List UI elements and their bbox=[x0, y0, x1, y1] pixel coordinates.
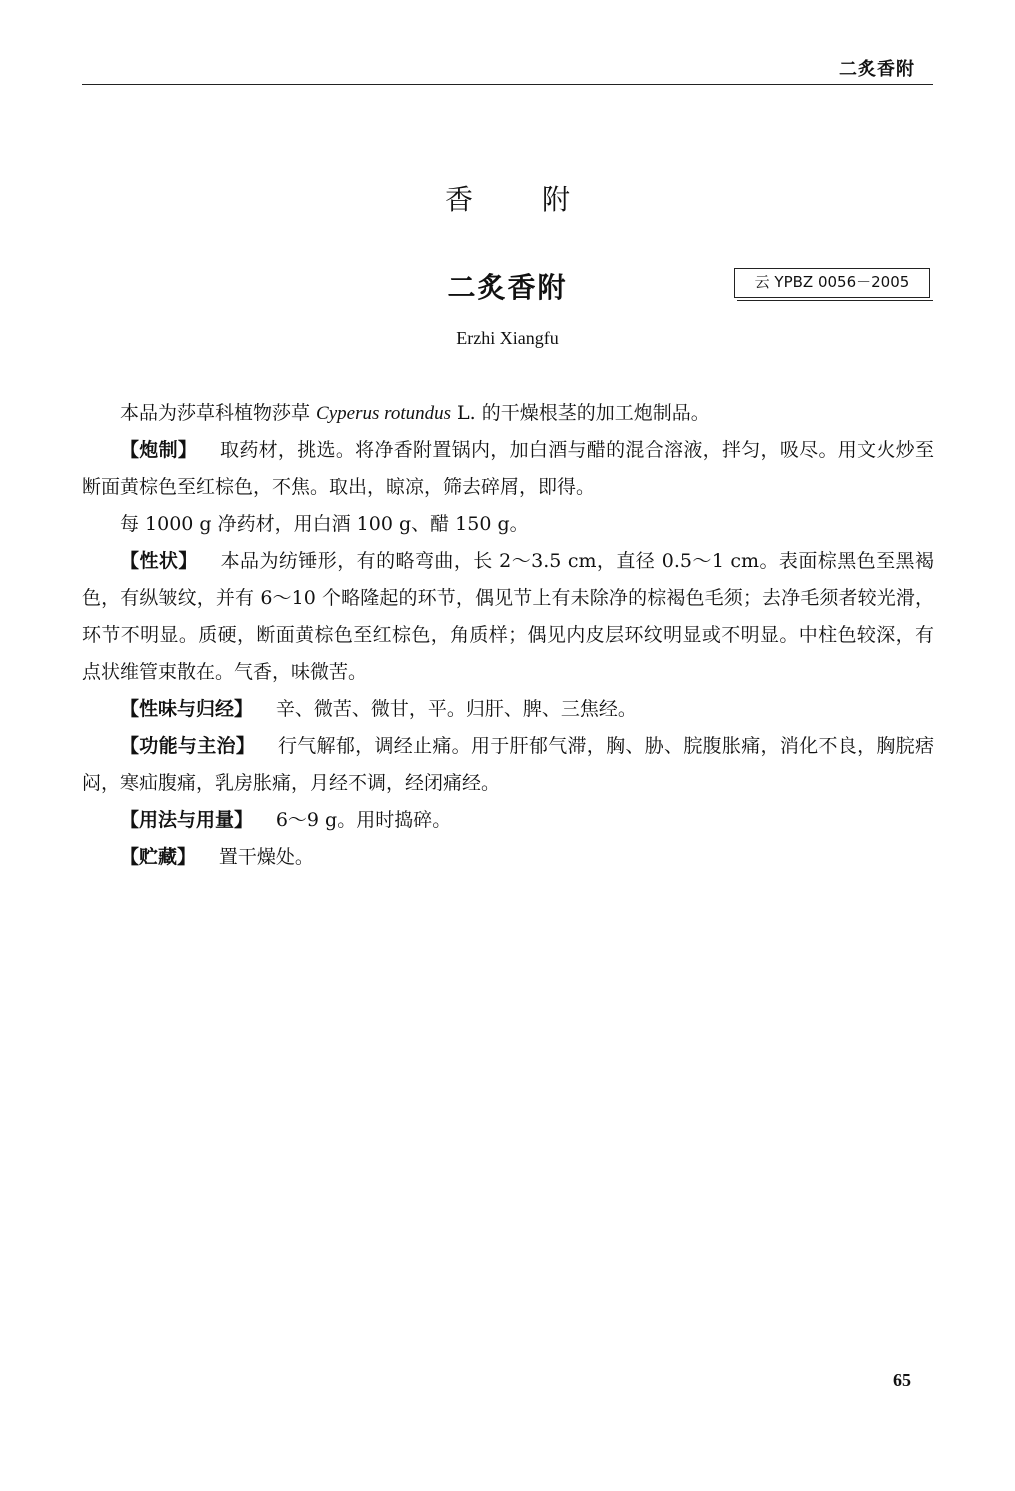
usage-text: 6～9 g。用时捣碎。 bbox=[275, 809, 452, 831]
processing-text: 取药材，挑选。将净香附置锅内，加白酒与醋的混合溶液，拌匀，吸尽。用文火炒至断面黄棕色至红棕色，不焦。取出，晾凉，筛去碎屑，即得。 bbox=[82, 439, 934, 498]
pinyin-title: Erzhi Xiangfu bbox=[456, 328, 559, 348]
intro-paragraph bbox=[82, 395, 934, 432]
standard-code: 云 YPBZ 0056－2005 bbox=[754, 273, 910, 291]
functions-label: 【功能与主治】 bbox=[120, 735, 256, 757]
page-number: 65 bbox=[893, 1370, 911, 1390]
characters-text: 本品为纺锤形，有的略弯曲，长 2～3.5 cm，直径 0.5～1 cm。表面棕黑色至黑褐色，有纵皱纹，并有 6～10 个略隆起的环节，偶见节上有未除净的棕褐色毛须；去净毛须者较光滑，环节不明显。质硬，断面黄棕色至红棕色，角质样；偶见内皮层环纹明显或不明显。中柱色较深，有点状维管束散在。气香，味微苦。 bbox=[82, 550, 934, 683]
storage-label: 【贮藏】 bbox=[120, 846, 197, 868]
monograph-body bbox=[82, 395, 934, 876]
running-head: 二炙香附 bbox=[839, 59, 915, 80]
intro-text-end: L. 的干燥根茎的加工炮制品。 bbox=[451, 402, 710, 424]
nature-meridian-label: 【性味与归经】 bbox=[120, 698, 254, 720]
intro-text: 本品为莎草科植物莎草 bbox=[120, 402, 317, 424]
header-rule bbox=[82, 84, 933, 85]
nature-meridian-paragraph bbox=[82, 691, 934, 728]
storage-paragraph bbox=[82, 839, 934, 876]
nature-meridian-text: 辛、微苦、微甘，平。归肝、脾、三焦经。 bbox=[275, 698, 637, 720]
standard-code-box bbox=[734, 268, 930, 298]
item-title: 二炙香附 bbox=[447, 271, 568, 304]
dosage-note: 每 1000 g 净药材，用白酒 100 g、醋 150 g。 bbox=[120, 513, 529, 535]
characters-label: 【性状】 bbox=[120, 550, 198, 572]
latin-name: Cyperus rotundus bbox=[316, 403, 451, 424]
usage-label: 【用法与用量】 bbox=[120, 809, 254, 831]
functions-text: 行气解郁，调经止痛。用于肝郁气滞，胸、胁、脘腹胀痛，消化不良，胸脘痞闷，寒疝腹痛，乳房胀痛，月经不调，经闭痛经。 bbox=[82, 735, 934, 794]
functions-paragraph bbox=[82, 728, 934, 802]
storage-text: 置干燥处。 bbox=[218, 846, 314, 868]
section-title: 香 附 bbox=[445, 183, 600, 216]
characters-paragraph bbox=[82, 543, 934, 691]
dosage-note-paragraph bbox=[82, 506, 934, 543]
usage-paragraph bbox=[82, 802, 934, 839]
processing-paragraph bbox=[82, 432, 934, 506]
processing-label: 【炮制】 bbox=[120, 439, 198, 461]
